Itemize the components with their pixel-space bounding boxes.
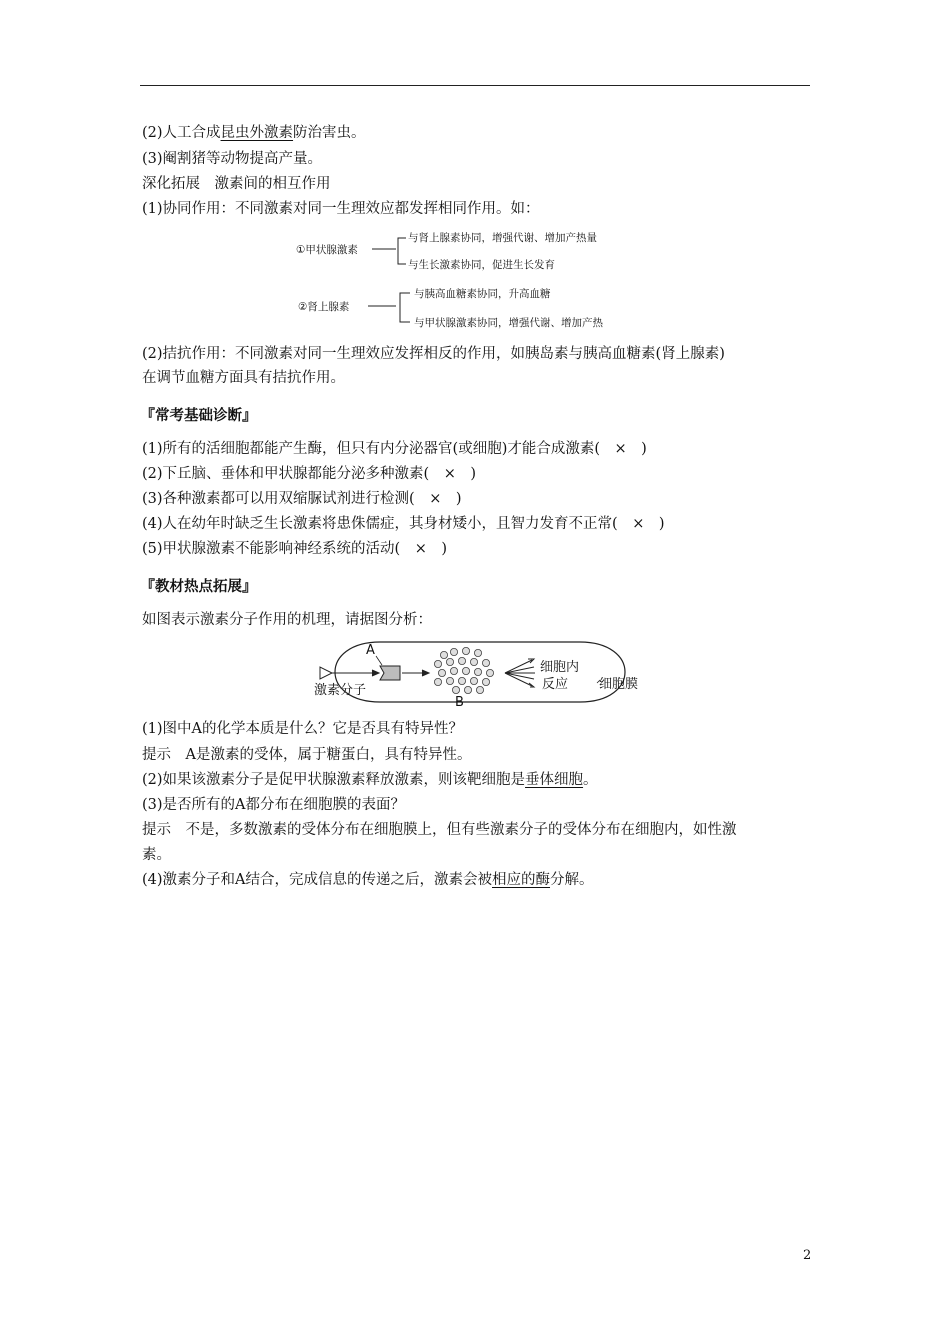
molecule-cluster-b: [434, 647, 493, 693]
question-line: (4)激素分子和A结合，完成信息的传递之后，激素会被相应的酶分解。: [142, 872, 594, 888]
text-line: (2)人工合成昆虫外激素防治害虫。: [142, 125, 366, 141]
reaction-label-1: 细胞内: [540, 660, 580, 675]
section-title-textbook-extension: 『教材热点拓展』: [140, 577, 258, 595]
answer-line: 素。: [142, 847, 171, 863]
adrenal-synergy-a: 与胰高血糖素协同，升高血糖: [414, 288, 551, 300]
membrane-label: 细胞膜: [599, 677, 639, 692]
question-line: (3)是否所有的A都分布在细胞膜的表面？: [142, 797, 406, 813]
hormone-molecule-icon: [320, 667, 332, 679]
subsection-heading: 深化拓展 激素间的相互作用: [142, 176, 331, 192]
underlined-term: 相应的酶: [492, 872, 551, 888]
diagnosis-item: (4)人在幼年时缺乏生长激素将患侏儒症，其身材矮小，且智力发育不正常( × ): [142, 516, 665, 532]
receptor-a-icon: [380, 666, 400, 680]
underlined-term: 昆虫外激素: [220, 125, 294, 141]
text-line: (1)协同作用：不同激素对同一生理效应都发挥相同作用。如：: [142, 201, 540, 217]
thyroid-synergy-b: 与生长激素协同，促进生长发育: [408, 259, 555, 271]
header-rule: [140, 85, 810, 86]
reaction-label-2: 反应: [542, 677, 569, 692]
adrenal-label: ②肾上腺素: [298, 301, 350, 313]
question-line: (1)图中A的化学本质是什么？它是否具有特异性？: [142, 721, 464, 737]
answer-line: 提示 A是激素的受体，属于糖蛋白，具有特异性。: [142, 747, 472, 763]
text-line: (3)阉割猪等动物提高产量。: [142, 151, 323, 167]
thyroid-label: ①甲状腺激素: [296, 244, 358, 256]
diagnosis-item: (3)各种激素都可以用双缩脲试剂进行检测( × ): [142, 491, 462, 507]
diagnosis-item: (2)下丘脑、垂体和甲状腺都能分泌多种激素( × ): [142, 466, 477, 482]
answer-line: 提示 不是，多数激素的受体分布在细胞膜上，但有些激素分子的受体分布在细胞内，如性激: [142, 822, 737, 838]
section-title-basic-diagnosis: 『常考基础诊断』: [140, 406, 258, 424]
underlined-term: 垂体细胞: [525, 772, 584, 788]
text-line: (2)拮抗作用：不同激素对同一生理效应发挥相反的作用，如胰岛素与胰高血糖素(肾上腺素): [142, 346, 725, 362]
text-line: 在调节血糖方面具有拮抗作用。: [142, 370, 345, 386]
label-a: A: [366, 643, 375, 658]
adrenal-synergy-b: 与甲状腺激素协同，增强代谢、增加产热: [414, 317, 603, 329]
thyroid-synergy-a: 与肾上腺素协同，增强代谢、增加产热量: [408, 232, 597, 244]
hormone-mechanism-diagram: [310, 636, 650, 710]
diagnosis-item: (1)所有的活细胞都能产生酶，但只有内分泌器官(或细胞)才能合成激素( × ): [142, 441, 647, 457]
question-line: (2)如果该激素分子是促甲状腺激素释放激素，则该靶细胞是垂体细胞。: [142, 772, 598, 788]
label-b: B: [455, 695, 464, 710]
page-number: 2: [803, 1248, 812, 1263]
hormone-label: 激素分子: [314, 683, 367, 698]
diagnosis-item: (5)甲状腺激素不能影响神经系统的活动( × ): [142, 541, 448, 557]
synergy-diagram: [290, 226, 660, 334]
reaction-arrows: [505, 659, 535, 687]
text-line: 如图表示激素分子作用的机理，请据图分析：: [142, 612, 432, 628]
